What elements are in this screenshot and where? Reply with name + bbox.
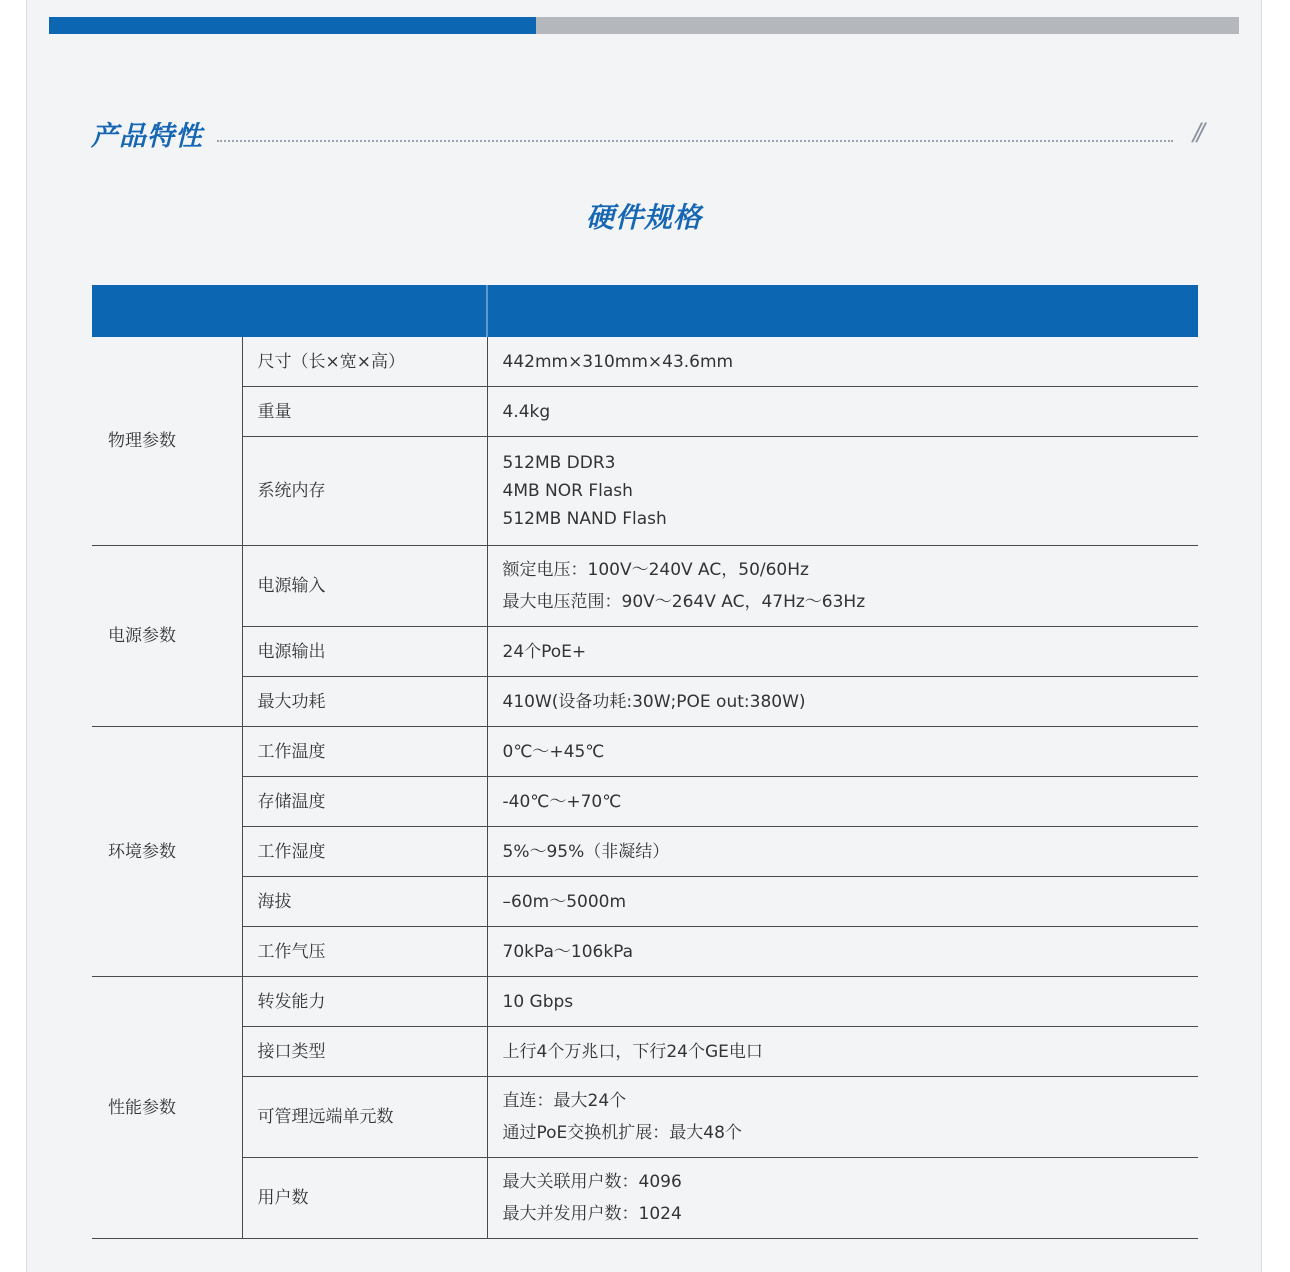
table-row bbox=[92, 387, 1198, 437]
spec-name-cell: 可管理远端单元数 bbox=[242, 1077, 487, 1158]
spec-value-line: 通过PoE交换机扩展：最大48个 bbox=[502, 1123, 742, 1143]
spec-value-cell bbox=[487, 727, 1198, 777]
dotted-divider bbox=[217, 140, 1173, 142]
spec-value-cell bbox=[487, 877, 1198, 927]
spec-value-line: 4MB NOR Flash bbox=[502, 481, 633, 501]
spec-value-line: 24个PoE+ bbox=[502, 641, 587, 662]
spec-name-cell: 用户数 bbox=[242, 1158, 487, 1239]
spec-name-cell: 系统内存 bbox=[242, 437, 487, 546]
category-cell: 环境参数 bbox=[92, 727, 242, 977]
spec-value-cell bbox=[487, 827, 1198, 877]
table-row bbox=[92, 627, 1198, 677]
spec-name-cell: 存储温度 bbox=[242, 777, 487, 827]
spec-value-line: 最大电压范围：90V～264V AC，47Hz～63Hz bbox=[502, 592, 866, 612]
spec-name-cell: 转发能力 bbox=[242, 977, 487, 1027]
spec-name-cell: 工作湿度 bbox=[242, 827, 487, 877]
hardware-spec-table bbox=[92, 285, 1198, 1239]
category-cell: 物理参数 bbox=[92, 337, 242, 546]
table-row bbox=[92, 977, 1198, 1027]
spec-name-cell: 尺寸（长×宽×高） bbox=[242, 337, 487, 387]
table-row bbox=[92, 1027, 1198, 1077]
spec-value-cell bbox=[487, 546, 1198, 627]
section-title: 产品特性 bbox=[91, 121, 203, 152]
spec-name-cell: 工作温度 bbox=[242, 727, 487, 777]
table-row bbox=[92, 337, 1198, 387]
spec-value-cell bbox=[487, 977, 1198, 1027]
spec-value-line: -40℃～+70℃ bbox=[502, 791, 622, 812]
table-row bbox=[92, 827, 1198, 877]
spec-name-cell: 最大功耗 bbox=[242, 677, 487, 727]
spec-value-line: 10 Gbps bbox=[502, 991, 574, 1012]
spec-value-cell bbox=[487, 1158, 1198, 1239]
category-cell: 性能参数 bbox=[92, 977, 242, 1239]
spec-name-cell: 接口类型 bbox=[242, 1027, 487, 1077]
table-row bbox=[92, 777, 1198, 827]
spec-value-line: 最大关联用户数：4096 bbox=[502, 1172, 682, 1192]
section-header bbox=[91, 112, 1201, 152]
table-row bbox=[92, 677, 1198, 727]
spec-value-cell bbox=[487, 1027, 1198, 1077]
top-bar-blue bbox=[49, 17, 536, 34]
table-row bbox=[92, 546, 1198, 627]
table-body bbox=[92, 337, 1198, 1239]
spec-value-cell bbox=[487, 927, 1198, 977]
table-header-cell-right bbox=[487, 285, 1198, 337]
double-slash-decor: // bbox=[1192, 118, 1201, 146]
table-row bbox=[92, 727, 1198, 777]
table-row bbox=[92, 437, 1198, 546]
table-header-cell-left bbox=[92, 285, 487, 337]
spec-name-cell: 工作气压 bbox=[242, 927, 487, 977]
spec-value-line: 直连：最大24个 bbox=[502, 1091, 627, 1111]
table-header-row bbox=[92, 285, 1198, 337]
spec-value-cell bbox=[487, 437, 1198, 546]
spec-value-line: 最大并发用户数：1024 bbox=[502, 1204, 682, 1224]
table-row bbox=[92, 1077, 1198, 1158]
spec-value-line: 410W(设备功耗:30W;POE out:380W) bbox=[502, 691, 806, 712]
spec-value-line: 0℃～+45℃ bbox=[502, 741, 605, 762]
spec-value-line: 512MB DDR3 bbox=[502, 453, 616, 473]
spec-value-cell bbox=[487, 677, 1198, 727]
table-row bbox=[92, 927, 1198, 977]
spec-value-line: 5%～95%（非凝结） bbox=[502, 841, 670, 862]
spec-name-cell: 电源输出 bbox=[242, 627, 487, 677]
spec-value-cell bbox=[487, 1077, 1198, 1158]
spec-value-line: 70kPa～106kPa bbox=[502, 941, 634, 962]
spec-value-line: –60m～5000m bbox=[502, 891, 627, 912]
page-subtitle: 硬件规格 bbox=[585, 201, 702, 234]
spec-value-line: 额定电压：100V～240V AC，50/60Hz bbox=[502, 560, 809, 580]
spec-name-cell: 重量 bbox=[242, 387, 487, 437]
spec-value-cell bbox=[487, 387, 1198, 437]
spec-page bbox=[26, 0, 1262, 1272]
spec-value-line: 442mm×310mm×43.6mm bbox=[502, 351, 734, 372]
spec-value-cell bbox=[487, 777, 1198, 827]
top-bar-gray bbox=[536, 17, 1239, 34]
spec-value-line: 4.4kg bbox=[502, 401, 551, 422]
spec-name-cell: 海拔 bbox=[242, 877, 487, 927]
top-color-bar bbox=[49, 17, 1239, 34]
table-row bbox=[92, 877, 1198, 927]
spec-value-cell bbox=[487, 337, 1198, 387]
table-row bbox=[92, 1158, 1198, 1239]
spec-name-cell: 电源输入 bbox=[242, 546, 487, 627]
category-cell: 电源参数 bbox=[92, 546, 242, 727]
spec-value-line: 512MB NAND Flash bbox=[502, 509, 667, 529]
spec-value-line: 上行4个万兆口，下行24个GE电口 bbox=[502, 1041, 763, 1062]
spec-value-cell bbox=[487, 627, 1198, 677]
